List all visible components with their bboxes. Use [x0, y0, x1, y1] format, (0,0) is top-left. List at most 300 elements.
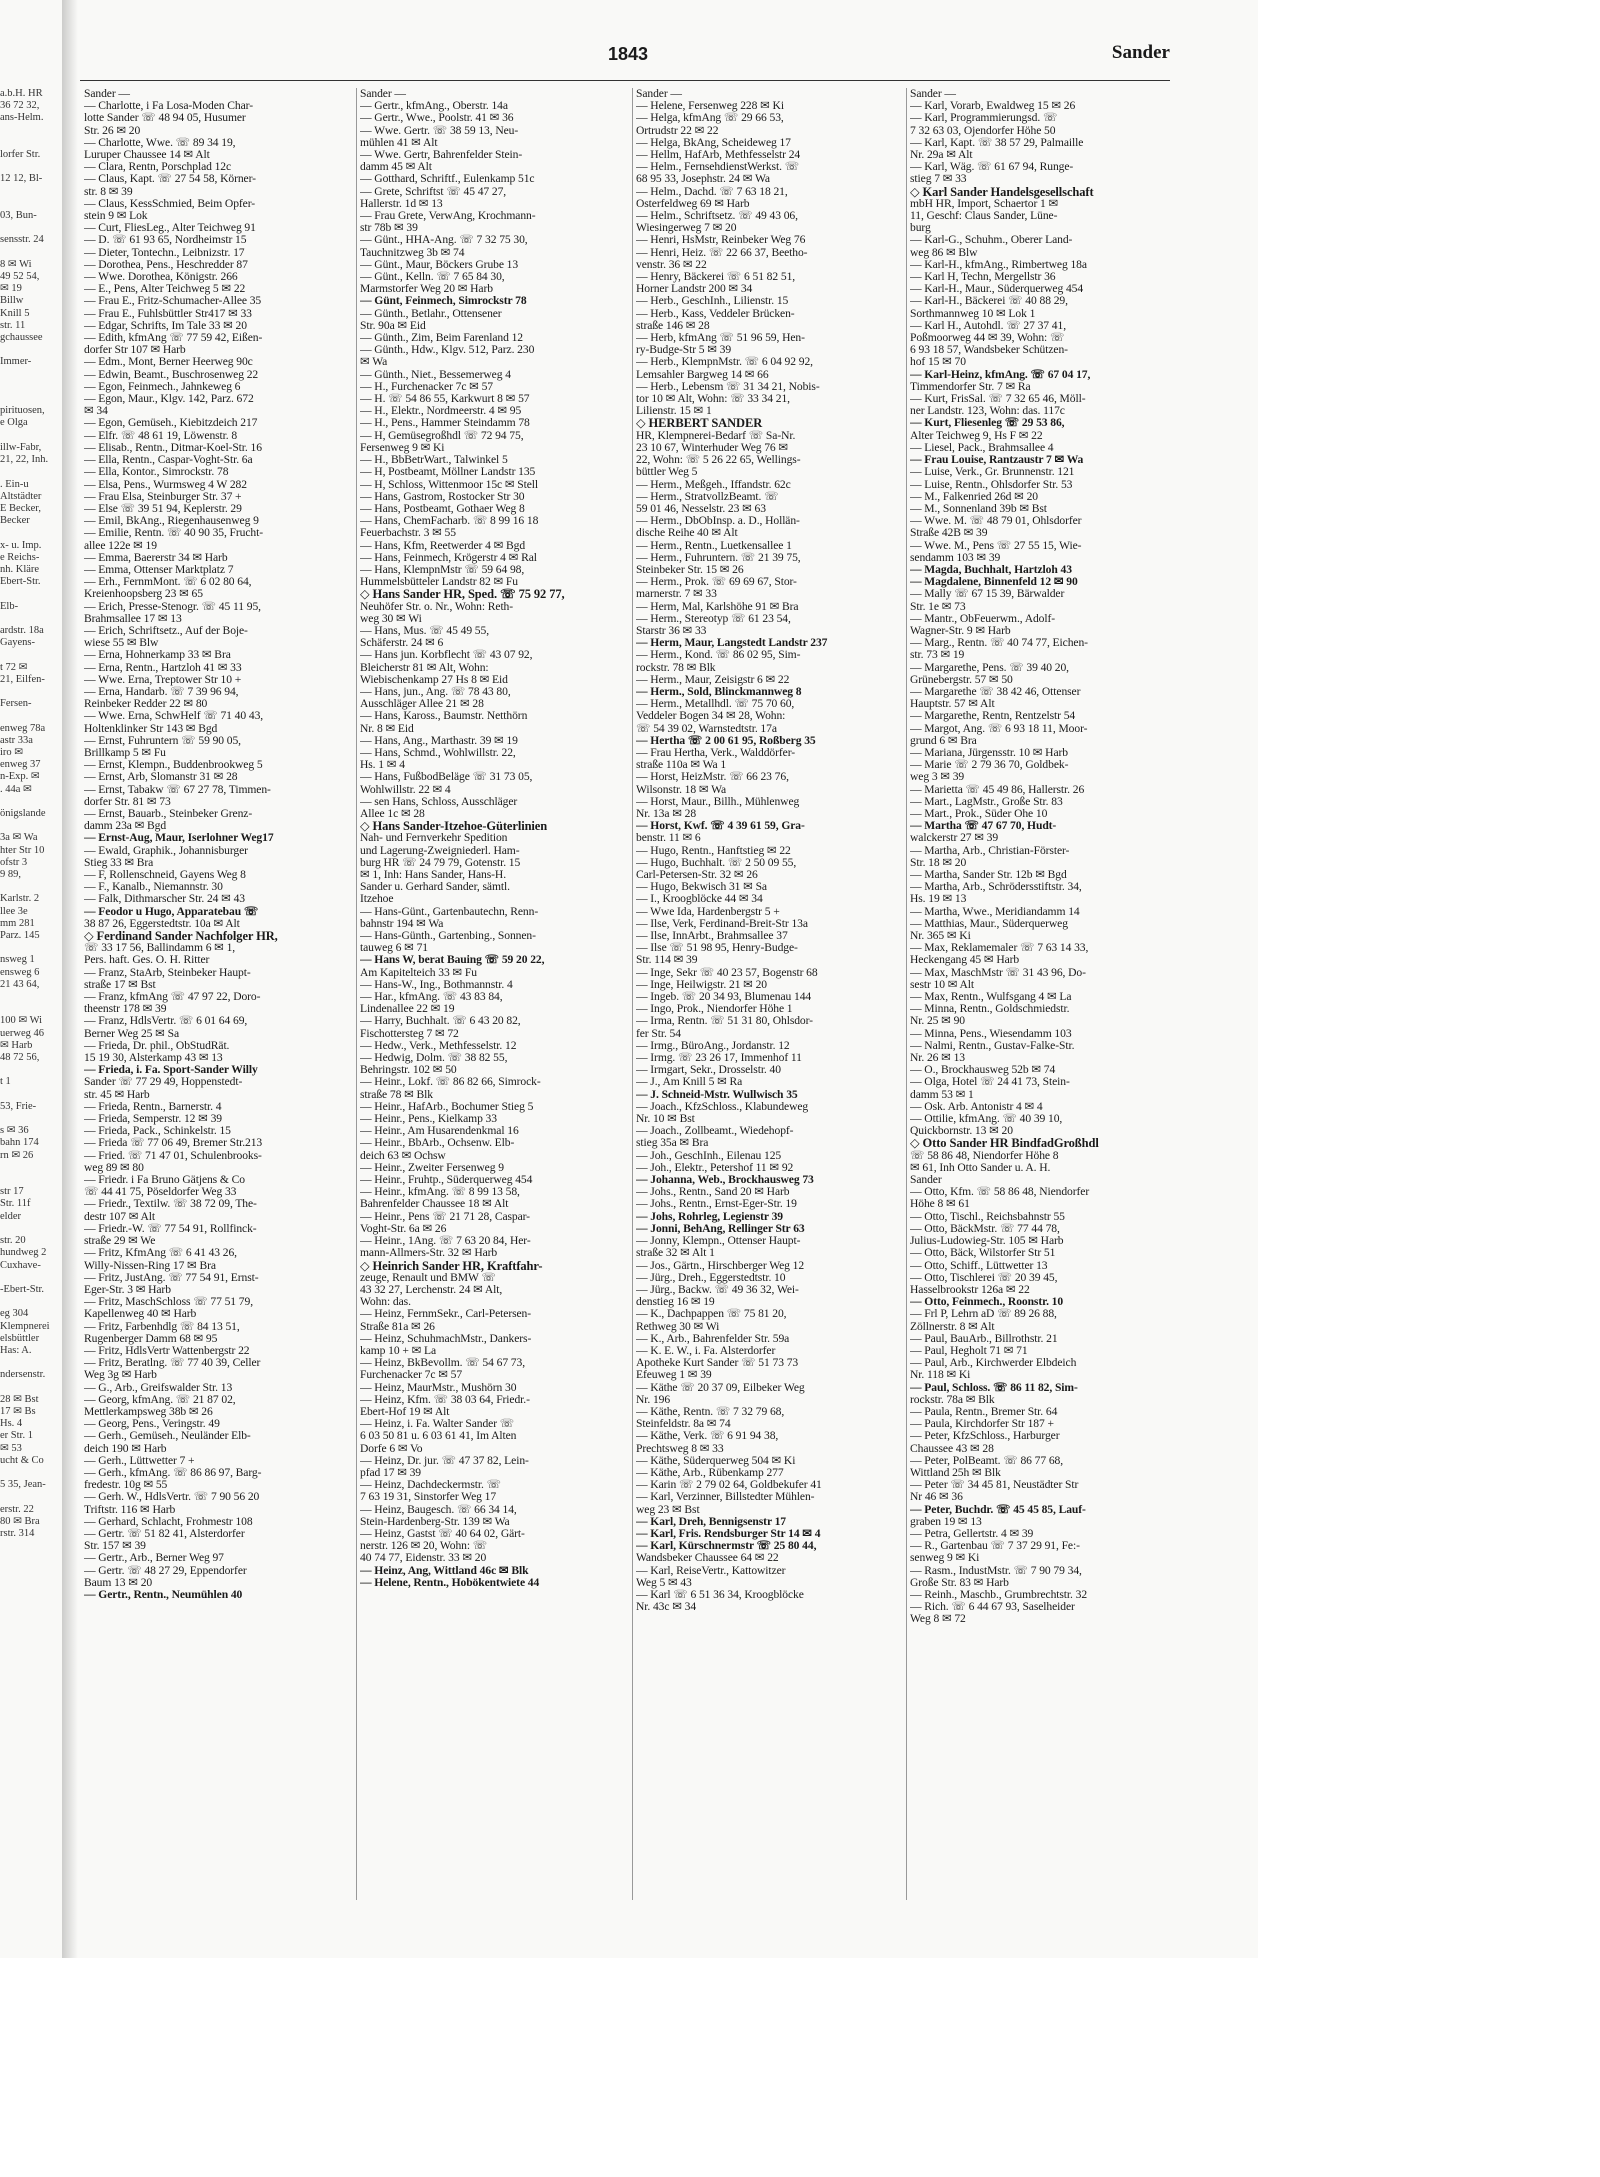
- directory-entry-line: zeuge, Renault und BMW ☏: [360, 1270, 496, 1284]
- directory-entry-line: — Ingo, Prok., Niendorfer Höhe 1: [636, 1002, 793, 1016]
- directory-entry-line: — Grete, Schriftst ☏ 45 47 27,: [360, 184, 507, 198]
- previous-page-fragment: 17 ✉ Bs: [0, 1405, 36, 1417]
- directory-entry-line: — Margarethe, Rentn, Rentzelstr 54: [910, 709, 1076, 723]
- directory-entry-line: Rugenberger Damm 68 ✉ 95: [84, 1331, 218, 1345]
- directory-entry-line: — Ernst, Bauarb., Steinbeker Grenz-: [84, 806, 253, 820]
- directory-entry-line: — Gertr., kfmAng., Oberstr. 14a: [360, 99, 508, 113]
- directory-entry-line: — Fried. ☏ 71 47 01, Schulenbrooks-: [84, 1148, 262, 1162]
- directory-entry-line: — Max, Reklamemaler ☏ 7 63 14 33,: [910, 941, 1089, 955]
- directory-entry-line: — Egon, Feinmech., Jahnkeweg 6: [84, 379, 241, 393]
- directory-entry-line: rockstr. 78 ✉ Blk: [636, 660, 716, 674]
- previous-page-fragment: [0, 430, 62, 442]
- previous-page-fragment: . 44a ✉: [0, 783, 32, 795]
- directory-entry-line: — Herm., Prok. ☏ 69 69 67, Stor-: [636, 575, 797, 589]
- column-3: [636, 88, 904, 1900]
- directory-entry-line: — Karl-G., Schuhm., Oberer Land-: [910, 233, 1073, 247]
- previous-page-fragment: 12 12, Bl-: [0, 173, 43, 185]
- directory-entry-line: walckerstr 27 ✉ 39: [910, 831, 999, 845]
- directory-entry-line: HR, Klempnerei-Bedarf ☏ Sa-Nr.: [636, 428, 796, 442]
- directory-entry-line: — J., Am Knill 5 ✉ Ra: [636, 1075, 743, 1089]
- directory-entry-line: Sander: [910, 1173, 942, 1187]
- previous-page-fragment: Elb-: [0, 600, 19, 612]
- directory-entry-line: kamp 10 + ✉ La: [360, 1343, 437, 1357]
- directory-entry-line: — Martha, Arb., Christian-Förster-: [910, 843, 1070, 857]
- directory-entry-line: 11, Geschf: Claus Sander, Lüne-: [910, 209, 1058, 223]
- directory-entry-line: 68 95 33, Josephstr. 24 ✉ Wa: [636, 172, 770, 186]
- directory-entry-line: fer Str. 54: [636, 1026, 681, 1040]
- directory-entry-line: 7 32 63 03, Ojendorfer Höhe 50: [910, 123, 1056, 137]
- directory-entry-line: Hummelsbütteler Landstr 82 ✉ Fu: [360, 575, 518, 589]
- directory-entry-line: — Hans, Postbeamt, Gothaer Weg 8: [360, 501, 525, 515]
- directory-entry-line: — Jürg., Dreh., Eggerstedtstr. 10: [636, 1270, 786, 1284]
- directory-entry-line: wiese 55 ✉ Blw: [84, 636, 159, 650]
- directory-entry-line: — Jonny, Klempn., Ottenser Haupt-: [636, 1234, 801, 1248]
- directory-entry-line: — Heinr., Pens ☏ 21 71 28, Caspar-: [360, 1209, 530, 1223]
- directory-entry-line: — Mantr., ObFeuerwm., Adolf-: [910, 611, 1056, 625]
- directory-entry-line: — Dieter, Tontechn., Leibnizstr. 17: [84, 245, 245, 259]
- directory-entry-line: Pers. haft. Ges. O. H. Ritter: [84, 953, 210, 967]
- directory-entry-line: — Peter, KfzSchloss., Harburger: [910, 1429, 1060, 1443]
- directory-entry-line: stieg 35a ✉ Bra: [636, 1136, 709, 1150]
- previous-page-fragment: elder: [0, 1210, 21, 1222]
- column-4: [910, 88, 1178, 1900]
- directory-entry-line: — Horst, Kwf. ☏ 4 39 61 59, Gra-: [636, 819, 805, 833]
- directory-entry-line: — Frieda ☏ 77 06 49, Bremer Str.213: [84, 1136, 263, 1150]
- directory-entry-line: 7 63 19 31, Sinstorfer Weg 17: [360, 1490, 497, 1504]
- directory-entry-line: Wiebischenkamp 27 Hs 8 ✉ Eid: [360, 672, 508, 686]
- directory-entry-line: — Heinr., Fruhtp., Süderquerweg 454: [360, 1173, 533, 1187]
- previous-page-fragment: [0, 649, 62, 661]
- directory-entry-line: — Charlotte, i Fa Losa-Moden Char-: [84, 99, 253, 113]
- directory-entry-line: — H., Furchenacker 7c ✉ 57: [360, 379, 493, 393]
- directory-entry-line: — H, Gemüsegroßhdl ☏ 72 94 75,: [360, 428, 524, 442]
- directory-entry-line: Triftstr. 116 ✉ Harb: [84, 1502, 176, 1516]
- directory-entry-line: — Paula, Rentn., Bremer Str. 64: [910, 1404, 1058, 1418]
- directory-entry-line: — K., Arb., Bahrenfelder Str. 59a: [636, 1331, 790, 1345]
- directory-entry-line: — Frieda, Dr. phil., ObStudRät.: [84, 1038, 230, 1052]
- directory-entry-line: — Kurt, FrisSal. ☏ 7 32 65 46, Möll-: [910, 392, 1086, 406]
- directory-entry-line: — Marie ☏ 2 79 36 70, Goldbek-: [910, 758, 1069, 772]
- directory-entry-line: — Hugo, Buchhalt. ☏ 2 50 09 55,: [636, 855, 797, 869]
- directory-entry-line: benstr. 11 ✉ 6: [636, 831, 701, 845]
- previous-page-fragment: [0, 1162, 62, 1174]
- directory-entry-line: stein 9 ✉ Lok: [84, 209, 148, 223]
- directory-entry-line: Nr. 13a ✉ 28: [636, 806, 697, 820]
- directory-entry-line: — H., Pens., Hammer Steindamm 78: [360, 416, 530, 430]
- directory-entry-line: — Paul, Arb., Kirchwerder Elbdeich: [910, 1356, 1077, 1370]
- directory-entry-line: Julius-Ludowieg-Str. 105 ✉ Harb: [910, 1234, 1064, 1248]
- directory-entry-line: — Otto, Kfm. ☏ 58 86 48, Niendorfer: [910, 1185, 1090, 1199]
- directory-entry-line: — Heinz, FernmSekr., Carl-Petersen-: [360, 1307, 532, 1321]
- directory-entry-line: — Frau Hertha, Verk., Walddörfer-: [636, 745, 795, 759]
- directory-entry-line: Berner Weg 25 ✉ Sa: [84, 1026, 179, 1040]
- directory-entry-line: — Karl, Fris. Rendsburger Str 14 ✉ 4: [636, 1526, 821, 1540]
- directory-entry-line: — Frieda, i. Fa. Sport-Sander Willy: [84, 1063, 258, 1077]
- directory-entry-line: sestr 10 ✉ Alt: [910, 977, 975, 991]
- previous-page-fragment: [0, 1296, 62, 1308]
- previous-page-fragment: hter Str 10: [0, 844, 45, 856]
- previous-page-fragment: iro ✉: [0, 746, 24, 758]
- previous-page-fragment: [0, 125, 62, 137]
- directory-entry-line: Brahmsallee 17 ✉ 13: [84, 611, 182, 625]
- directory-entry-line: — Frau Elsa, Steinburger Str. 37 +: [84, 489, 242, 503]
- previous-page-fragment: elsbüttler: [0, 1332, 40, 1344]
- directory-entry-line: Hs. 19 ✉ 13: [910, 892, 967, 906]
- directory-entry-line: — Henri, Heiz. ☏ 22 66 37, Beetho-: [636, 245, 808, 259]
- previous-page-fragment: [0, 393, 62, 405]
- directory-entry-line: — Frl P, Lehrn aD ☏ 89 26 88,: [910, 1307, 1057, 1321]
- directory-entry-line: — Horst, Maur., Billh., Mühlenweg: [636, 794, 800, 808]
- previous-page-fragment: ✉ 19: [0, 283, 22, 295]
- directory-entry-line: — Wwe. Gertr, Bahrenfelder Stein-: [360, 148, 523, 162]
- directory-entry-line: Feuerbachstr. 3 ✉ 55: [360, 526, 456, 540]
- directory-entry-line: — E., Pens, Alter Teichweg 5 ✉ 22: [84, 282, 246, 296]
- directory-entry-line: Stieg 33 ✉ Bra: [84, 855, 154, 869]
- directory-entry-line: mbH HR, Import, Schaertor 1 ✉: [910, 196, 1059, 210]
- directory-entry-line: — Nalmi, Rentn., Gustav-Falke-Str.: [910, 1038, 1075, 1052]
- directory-entry-line: — Peter ☏ 34 45 81, Neustädter Str: [910, 1478, 1079, 1492]
- scan-margin-right: [1258, 0, 1600, 2177]
- directory-entry-line: — Herm., StratvollzBeamt. ☏: [636, 489, 779, 503]
- directory-entry-line: — Ernst-Aug, Maur, Iserlohner Weg17: [84, 831, 274, 845]
- directory-entry-line: nerstr. 126 ✉ 20, Wohn: ☏: [360, 1539, 488, 1553]
- directory-entry-line: — Helm., Dachd. ☏ 7 63 18 21,: [636, 184, 788, 198]
- previous-page-fragment: a.b.H. HR: [0, 88, 43, 99]
- directory-entry-line: Nr. 8 ✉ Eid: [360, 721, 414, 735]
- previous-page-fragment: [0, 991, 62, 1003]
- directory-entry-line: — Irmg., BüroAng., Jordanstr. 12: [636, 1038, 790, 1052]
- directory-entry-line: — Max, MaschMstr ☏ 31 43 96, Do-: [910, 965, 1086, 979]
- previous-page-fragment: [0, 820, 62, 832]
- directory-entry-line: Brillkamp 5 ✉ Fu: [84, 745, 166, 759]
- directory-entry-line: — Heinz, Kfm. ☏ 38 03 64, Friedr.-: [360, 1392, 530, 1406]
- column-divider: [632, 88, 633, 1900]
- previous-page-fragment: [0, 198, 62, 210]
- previous-page-fragment: Parz. 145: [0, 930, 40, 942]
- directory-entry-line: — Hans, Kfm, Reetwerder 4 ✉ Bgd: [360, 538, 526, 552]
- directory-entry-line: Nr. 26 ✉ 13: [910, 1051, 965, 1065]
- directory-entry-line: — Gertr., Arb., Berner Weg 97: [84, 1551, 224, 1565]
- directory-entry-line: weg 30 ✉ Wi: [360, 611, 422, 625]
- directory-entry-line: — Fritz, JustAng. ☏ 77 54 91, Ernst-: [84, 1270, 259, 1284]
- directory-entry-line: damm 45 ✉ Alt: [360, 160, 432, 174]
- previous-page-fragment: lorfer Str.: [0, 149, 41, 161]
- directory-entry-line: — H, Schloss, Wittenmoor 15c ✉ Stell: [360, 477, 539, 491]
- directory-entry-line: ◇ Hans Sander-Itzehoe-Güterlinien: [360, 819, 548, 834]
- directory-entry-line: — Frau E., Fritz-Schumacher-Allee 35: [84, 294, 262, 308]
- directory-entry-line: Str. 1e ✉ 73: [910, 599, 966, 613]
- directory-entry-line: — Franz, HdlsVertr. ☏ 6 01 64 69,: [84, 1014, 248, 1028]
- directory-entry-line: burg HR ☏ 24 79 79, Gotenstr. 15: [360, 855, 521, 869]
- directory-entry-line: ◇ Heinrich Sander HR, Kraftfahr-: [360, 1258, 543, 1273]
- previous-page-fragment: ✉ 53: [0, 1442, 22, 1454]
- previous-page-fragment: Fersen-: [0, 698, 32, 710]
- directory-entry-line: — Karl, ReiseVertr., Kattowitzer: [636, 1563, 786, 1577]
- directory-entry-line: Str. 157 ✉ 39: [84, 1539, 146, 1553]
- previous-page-fragment: Str. 11f: [0, 1198, 31, 1210]
- directory-entry-line: — Johanna, Web., Brockhausweg 73: [636, 1173, 814, 1187]
- directory-entry-line: venstr. 36 ✉ 22: [636, 257, 707, 271]
- directory-entry-line: Allee 1c ✉ 28: [360, 806, 425, 820]
- directory-entry-line: bahnstr 194 ✉ Wa: [360, 916, 444, 930]
- directory-entry-line: ☏ 44 41 75, Pöseldorfer Weg 33: [84, 1185, 237, 1199]
- directory-entry-line: — Reinh., Maschb., Grumbrechtstr. 32: [910, 1587, 1088, 1601]
- directory-entry-line: — Herb., Kass, Veddeler Brücken-: [636, 306, 795, 320]
- directory-entry-line: — Karl-H., Bäckerei ☏ 40 88 29,: [910, 294, 1068, 308]
- directory-entry-line: — Herm, Maur, Langstedt Landstr 237: [636, 636, 828, 650]
- directory-entry-line: — Paul, BauArb., Billrothstr. 21: [910, 1331, 1058, 1345]
- directory-entry-line: — Herm., Rentn., Luetkensallee 1: [636, 538, 792, 552]
- directory-entry-line: — Kurt, Fliesenleg ☏ 29 53 86,: [910, 416, 1065, 430]
- directory-entry-line: Alter Teichweg 9, Hs F ✉ 22: [910, 428, 1043, 442]
- previous-page-fragment: ans-Helm.: [0, 112, 44, 124]
- previous-page-fragment: 21, 22, Inh.: [0, 454, 49, 466]
- directory-entry-line: — Otto, Tischlerei ☏ 20 39 45,: [910, 1270, 1058, 1284]
- directory-entry-line: — Günth., Hdw., Klgv. 512, Parz. 230: [360, 343, 535, 357]
- directory-entry-line: dorfer Str. 81 ✉ 73: [84, 794, 171, 808]
- directory-entry-line: — Franz, StaArb, Steinbeker Haupt-: [84, 965, 251, 979]
- previous-page-fragment: Karlstr. 2: [0, 893, 40, 905]
- directory-entry-line: Steinbeker Str. 15 ✉ 26: [636, 562, 744, 576]
- directory-entry-line: — Günth., Zim, Beim Farenland 12: [360, 331, 523, 345]
- previous-page-fragment: 48 72 56,: [0, 1052, 40, 1064]
- directory-entry-line: — Emil, BkAng., Riegenhausenweg 9: [84, 514, 259, 528]
- directory-entry-line: — Heinz, Dachdeckermstr. ☏: [360, 1478, 501, 1492]
- directory-entry-line: Tauchnitzweg 3b ✉ 74: [360, 245, 465, 259]
- directory-entry-line: ✉ 1, Inh: Hans Sander, Hans-H.: [360, 868, 506, 881]
- directory-entry-line: — Minna, Pens., Wiesendamm 103: [910, 1026, 1072, 1040]
- directory-entry-line: Str. 90a ✉ Eid: [360, 318, 426, 332]
- directory-entry-line: — Herb., Lebensm ☏ 31 34 21, Nobis-: [636, 379, 820, 393]
- directory-entry-line: Ebert-Hof 19 ✉ Alt: [360, 1404, 450, 1418]
- directory-entry-line: Str. 26 ✉ 20: [84, 123, 141, 137]
- directory-entry-line: Wagner-Str. 9 ✉ Harb: [910, 623, 1011, 637]
- directory-entry-line: str. 73 ✉ 19: [910, 648, 965, 662]
- column-1: [84, 88, 352, 1900]
- directory-entry-line: — J. Schneid-Mstr. Wullwisch 35: [636, 1087, 798, 1101]
- directory-entry-line: Schäferstr. 24 ✉ 6: [360, 636, 444, 650]
- directory-entry-line: — Martha, Arb., Schrödersstiftstr. 34,: [910, 880, 1082, 894]
- directory-entry-line: — Rasm., IndustMstr. ☏ 7 90 79 34,: [910, 1563, 1082, 1577]
- directory-entry-line: straße 32 ✉ Alt 1: [636, 1246, 715, 1260]
- directory-entry-line: — Heinz, BkBevollm. ☏ 54 67 73,: [360, 1356, 526, 1370]
- directory-entry-line: Höhe 8 ✉ 61: [910, 1197, 970, 1211]
- previous-page-fragment: Billw: [0, 295, 24, 307]
- directory-entry-line: — Frau Louise, Rantzaustr 7 ✉ Wa: [910, 453, 1084, 467]
- directory-entry-line: — Magdalene, Binnenfeld 12 ✉ 90: [910, 575, 1078, 589]
- directory-entry-line: — Frieda, Rentn., Barnerstr. 4: [84, 1099, 222, 1113]
- directory-entry-line: — Ottilie, kfmAng. ☏ 40 39 10,: [910, 1112, 1063, 1126]
- directory-entry-line: — Karl, Verzinner, Billstedter Mühlen-: [636, 1490, 815, 1504]
- directory-entry-line: — Wwe. Dorothea, Königstr. 266: [84, 270, 238, 284]
- directory-entry-line: — Gerh., Lüttwetter 7 +: [84, 1453, 195, 1467]
- directory-entry-line: straße 17 ✉ Bst: [84, 977, 156, 991]
- directory-entry-line: Wohn: das.: [360, 1295, 411, 1309]
- directory-entry-line: Am Kapitelteich 33 ✉ Fu: [360, 965, 477, 979]
- directory-entry-line: Veddeler Bogen 34 ✉ 28, Wohn:: [636, 709, 786, 723]
- directory-entry-line: — Marietta ☏ 45 49 86, Hallerstr. 26: [910, 782, 1085, 796]
- directory-entry-line: — Edm., Mont, Berner Heerweg 90c: [84, 355, 253, 369]
- directory-entry-line: damm 23a ✉ Bgd: [84, 819, 167, 833]
- directory-entry-line: — Erich, Presse-Stenogr. ☏ 45 11 95,: [84, 599, 261, 613]
- previous-page-fragment: 53, Frie-: [0, 1100, 37, 1112]
- directory-entry-line: — Karin ☏ 2 79 02 64, Goldbekufer 41: [636, 1478, 822, 1492]
- previous-page-fragment: ardstr. 18a: [0, 624, 44, 636]
- directory-entry-line: — Karl ☏ 6 51 36 34, Kroogblöcke: [636, 1587, 804, 1601]
- directory-entry-line: Apotheke Kurt Sander ☏ 51 73 73: [636, 1356, 799, 1370]
- directory-entry-line: Kreienhoopsberg 23 ✉ 65: [84, 587, 203, 601]
- directory-entry-line: — Helene, Rentn., Hobökentwiete 44: [360, 1575, 540, 1589]
- directory-entry-line: grund 6 ✉ Bra: [910, 733, 977, 747]
- directory-entry-line: — Herb., GeschInh., Lilienstr. 15: [636, 294, 789, 308]
- previous-page-fragment: 100 ✉ Wi: [0, 1015, 43, 1027]
- directory-entry-line: — Heinz, SchuhmachMstr., Dankers-: [360, 1331, 532, 1345]
- directory-entry-line: — Max, Rentn., Wulfsgang 4 ✉ La: [910, 990, 1072, 1004]
- directory-entry-line: Lilienstr. 15 ✉ 1: [636, 404, 712, 418]
- directory-entry-line: — Paula, Kirchdorfer Str 187 +: [910, 1417, 1054, 1431]
- page-number: 1843: [608, 44, 649, 64]
- directory-entry-line: ✉ 34: [84, 404, 108, 418]
- directory-entry-line: Itzehoe: [360, 892, 394, 906]
- previous-page-fragment: pirituosen,: [0, 405, 45, 417]
- directory-entry-line: — Jos., Gärtn., Hirschberger Weg 12: [636, 1258, 805, 1272]
- directory-entry-line: Dorfe 6 ✉ Vo: [360, 1441, 423, 1455]
- directory-entry-line: — Dorothea, Pens., Heschredder 87: [84, 257, 248, 271]
- directory-entry-line: Ortrudstr 22 ✉ 22: [636, 123, 719, 137]
- directory-entry-line: — Käthe, Rentn. ☏ 7 32 79 68,: [636, 1404, 785, 1418]
- directory-entry-line: ◇ Hans Sander HR, Sped. ☏ 75 92 77,: [360, 587, 565, 602]
- directory-entry-line: — I., Kroogblöcke 44 ✉ 34: [636, 892, 763, 906]
- directory-entry-line: — Peter, PolBeamt. ☏ 86 77 68,: [910, 1453, 1064, 1467]
- directory-entry-line: — F., Kanalb., Niemannstr. 30: [84, 880, 223, 894]
- directory-entry-line: — Karl, Vorarb, Ewaldweg 15 ✉ 26: [910, 99, 1076, 113]
- directory-entry-line: Efeuweg 1 ✉ 39: [636, 1368, 712, 1382]
- column-divider: [356, 88, 357, 1900]
- directory-entry-line: — Harry, Buchhalt. ☏ 6 43 20 82,: [360, 1014, 521, 1028]
- directory-entry-line: stieg 7 ✉ 33: [910, 172, 967, 186]
- directory-entry-line: — Frieda, Semperstr. 12 ✉ 39: [84, 1112, 222, 1126]
- directory-entry-line: — Herm., Kond. ☏ 86 02 95, Sim-: [636, 648, 801, 662]
- previous-page-fragment: ✉ Harb: [0, 1039, 33, 1051]
- directory-entry-line: — Gerh., kfmAng. ☏ 86 86 97, Barg-: [84, 1465, 262, 1479]
- directory-entry-line: Holtenklinker Str 143 ✉ Bgd: [84, 721, 218, 735]
- directory-entry-line: — Gertr. ☏ 48 27 29, Eppendorfer: [84, 1563, 247, 1577]
- directory-entry-line: — Curt, FliesLeg., Alter Teichweg 91: [84, 221, 256, 235]
- directory-entry-line: senweg 9 ✉ Ki: [910, 1551, 980, 1565]
- directory-entry-line: — Mart., Prok., Süder Ohe 10: [910, 806, 1048, 820]
- directory-entry-line: sendamm 103 ✉ 39: [910, 550, 1001, 564]
- header-rule: [80, 80, 1170, 81]
- previous-page-fragment: eg 304: [0, 1308, 29, 1320]
- previous-page-fragment: [0, 344, 62, 356]
- previous-page-fragment: [0, 222, 62, 234]
- directory-entry-line: ner Landstr. 123, Wohn: das. 117c: [910, 404, 1065, 418]
- previous-page-fragment: [0, 881, 62, 893]
- directory-entry-line: — Gerhard, Schlacht, Frohmestr 108: [84, 1514, 253, 1528]
- directory-entry-line: — H., Elektr., Nordmeerstr. 4 ✉ 95: [360, 404, 522, 418]
- directory-entry-line: — F, Rollenschneid, Gayens Weg 8: [84, 868, 246, 881]
- directory-entry-line: deich 63 ✉ Ochsw: [360, 1148, 446, 1162]
- directory-entry-line: theenstr 178 ✉ 39: [84, 1002, 167, 1016]
- directory-entry-line: — Heinr., Zweiter Fersenweg 9: [360, 1160, 504, 1174]
- directory-entry-line: — Clara, Rentn, Porschplad 12c: [84, 160, 232, 174]
- directory-entry-line: — Friedr., Textilw. ☏ 38 72 09, The-: [84, 1197, 257, 1211]
- directory-entry-line: — Joh., Elektr., Petershof 11 ✉ 92: [636, 1160, 794, 1174]
- directory-entry-line: — Hertha ☏ 2 00 61 95, Roßberg 35: [636, 733, 816, 747]
- directory-entry-line: — Käthe ☏ 20 37 09, Eilbeker Weg: [636, 1380, 805, 1394]
- directory-entry-line: 59 01 46, Nesselstr. 23 ✉ 63: [636, 501, 766, 515]
- previous-page-fragment: [0, 369, 62, 381]
- previous-page-fragment: Ebert-Str.: [0, 576, 41, 588]
- directory-entry-line: — Hans, Schmd., Wohlwillstr. 22,: [360, 745, 516, 759]
- previous-page-fragment: [0, 1491, 62, 1503]
- directory-entry-line: — Heinz, MaurMstr., Mushörn 30: [360, 1380, 517, 1394]
- previous-page-fragment: 8 ✉ Wi: [0, 258, 32, 270]
- directory-entry-line: — Matthias, Maur., Süderquerweg: [910, 916, 1068, 930]
- directory-entry-line: 6 93 18 57, Wandsbeker Schützen-: [910, 343, 1068, 357]
- directory-entry-line: Nr 46 ✉ 36: [910, 1490, 963, 1504]
- directory-entry-line: str 78b ✉ 39: [360, 221, 418, 235]
- directory-entry-line: — Heinr., BbArb., Ochsenw. Elb-: [360, 1136, 515, 1150]
- previous-page-fragment: str. 11: [0, 319, 26, 331]
- directory-entry-line: — Elisab., Rentn., Ditmar-Koel-Str. 16: [84, 440, 262, 454]
- directory-entry-line: — Egon, Maur., Klgv. 142, Parz. 672: [84, 392, 254, 406]
- directory-entry-line: — Hans, ChemFacharb. ☏ 8 99 16 18: [360, 514, 539, 528]
- directory-entry-line: — Herm., Meßgeh., Iffandstr. 62c: [636, 477, 791, 491]
- previous-page-fragment: ndersenstr.: [0, 1369, 46, 1381]
- directory-entry-line: — Käthe, Arb., Rübenkamp 277: [636, 1465, 784, 1479]
- previous-page-fragment: sensstr. 24: [0, 234, 44, 246]
- directory-entry-line: mühlen 41 ✉ Alt: [360, 135, 438, 149]
- previous-page-fragment: ucht & Co: [0, 1454, 44, 1466]
- directory-entry-line: — Heinr., Am Husarendenkmal 16: [360, 1124, 519, 1138]
- previous-page-fragment: 21, Eilfen-: [0, 673, 45, 685]
- directory-entry-line: — Mariana, Jürgensstr. 10 ✉ Harb: [910, 745, 1068, 759]
- directory-entry-line: — M., Falkenried 26d ✉ 20: [910, 489, 1038, 503]
- directory-entry-line: — Edith, kfmAng ☏ 77 59 42, Eißen-: [84, 331, 263, 345]
- directory-entry-line: — Günt., Kelln. ☏ 7 65 84 30,: [360, 270, 505, 284]
- directory-entry-line: Weg 8 ✉ 72: [910, 1612, 966, 1626]
- directory-entry-line: — Helene, Fersenweg 228 ✉ Ki: [636, 99, 784, 113]
- directory-entry-line: — Hugo, Bekwisch 31 ✉ Sa: [636, 880, 767, 894]
- directory-entry-line: — Herm., Stereotyp ☏ 61 23 54,: [636, 611, 791, 625]
- directory-entry-line: — Luise, Rentn., Ohlsdorfer Str. 53: [910, 477, 1073, 491]
- directory-entry-line: Rethweg 30 ✉ Wi: [636, 1319, 720, 1333]
- previous-page-fragment: [0, 137, 62, 149]
- directory-entry-line: Steinfeldstr. 8a ✉ 74: [636, 1417, 731, 1431]
- directory-entry-line: — Helm., FernsehdienstWerkst. ☏: [636, 160, 800, 174]
- directory-entry-line: Wohlwillstr. 22 ✉ 4: [360, 782, 451, 796]
- previous-page-edge: [0, 88, 62, 1908]
- directory-entry-line: ◇ Ferdinand Sander Nachfolger HR,: [84, 929, 278, 944]
- directory-entry-line: Ausschläger Allee 21 ✉ 28: [360, 697, 484, 711]
- directory-entry-line: Hauptstr. 57 ✉ Alt: [910, 697, 995, 711]
- directory-entry-line: — Otto, Tischl., Reichsbahnstr 55: [910, 1209, 1065, 1223]
- previous-page-fragment: rn ✉ 26: [0, 1149, 34, 1161]
- directory-entry-line: — Wwe Ida, Hardenbergstr 5 +: [636, 904, 780, 918]
- directory-entry-line: — Har., kfmAng. ☏ 43 83 84,: [360, 990, 503, 1004]
- directory-entry-line: Hs. 1 ✉ 4: [360, 758, 405, 772]
- directory-entry-line: — Heinr., Pens., Kielkamp 33: [360, 1112, 497, 1126]
- directory-entry-line: — Ilse ☏ 51 98 95, Henry-Budge-: [636, 941, 798, 955]
- directory-entry-line: Bleicherstr 81 ✉ Alt, Wohn:: [360, 660, 489, 674]
- directory-entry-line: — Wwe. Erna, SchwHelf ☏ 71 40 43,: [84, 709, 264, 723]
- previous-page-fragment: Becker: [0, 515, 30, 527]
- directory-entry-line: Fischottersteg 7 ✉ 72: [360, 1026, 459, 1040]
- directory-entry-line: — Margarethe, Pens. ☏ 39 40 20,: [910, 660, 1069, 674]
- directory-entry-line: — Georg, kfmAng. ☏ 21 87 02,: [84, 1392, 236, 1406]
- previous-page-fragment: [0, 1382, 62, 1394]
